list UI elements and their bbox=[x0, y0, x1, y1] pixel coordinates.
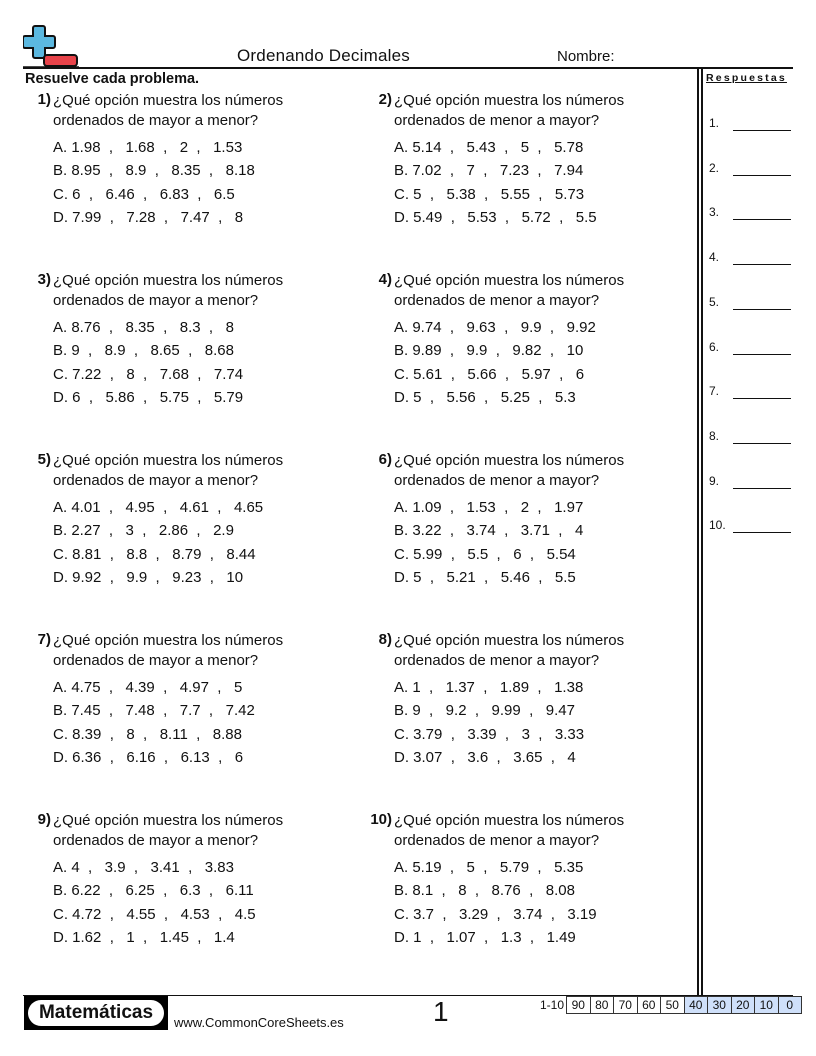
answer-options bbox=[53, 316, 243, 409]
option-d: D. 6 , 5.86 , 5.75 , 5.79 bbox=[53, 388, 244, 406]
answer-blank-8[interactable] bbox=[733, 443, 791, 444]
option-b: B. 9 , 8.9 , 8.65 , 8.68 bbox=[53, 342, 234, 360]
answer-blank-3[interactable] bbox=[733, 219, 791, 220]
option-c: C. 5.61 , 5.66 , 5.97 , 6 bbox=[394, 365, 585, 383]
answer-label-1: 1. bbox=[709, 116, 720, 130]
option-c: C. 8.39 , 8 , 8.11 , 8.88 bbox=[53, 725, 242, 743]
problem-number: 7) bbox=[37, 631, 51, 648]
problem-question: ¿Qué opción muestra los números ordenados de menor a mayor? bbox=[394, 452, 625, 489]
answer-options bbox=[394, 316, 596, 409]
problem-question: ¿Qué opción muestra los números ordenados de mayor a menor? bbox=[53, 92, 284, 129]
option-b: B. 8.1 , 8 , 8.76 , 8.08 bbox=[394, 882, 575, 900]
score-cell: 30 bbox=[708, 996, 732, 1014]
answer-label-6: 6. bbox=[709, 339, 720, 354]
answer-options bbox=[53, 676, 255, 769]
problem-number: 5) bbox=[37, 451, 51, 468]
problem-number: 9) bbox=[37, 811, 51, 828]
answer-options bbox=[53, 856, 256, 949]
option-d: D. 1 , 1.07 , 1.3 , 1.49 bbox=[394, 928, 576, 946]
answer-blank-7[interactable] bbox=[733, 398, 791, 399]
answer-options bbox=[394, 496, 583, 589]
answer-label-9: 9. bbox=[709, 473, 720, 488]
option-a: A. 5.14 , 5.43 , 5 , 5.78 bbox=[394, 139, 584, 156]
worksheet-title: Ordenando Decimales bbox=[237, 46, 410, 65]
option-b: B. 2.27 , 3 , 2.86 , 2.9 bbox=[53, 522, 234, 540]
page-number: 1 bbox=[433, 996, 449, 1027]
option-b: B. 9 , 9.2 , 9.99 , 9.47 bbox=[394, 702, 575, 720]
option-c: C. 3.7 , 3.29 , 3.74 , 3.19 bbox=[394, 905, 597, 923]
option-d: D. 7.99 , 7.28 , 7.47 , 8 bbox=[53, 208, 244, 226]
option-d: D. 9.92 , 9.9 , 9.23 , 10 bbox=[53, 568, 244, 586]
site-url: www.CommonCoreSheets.es bbox=[174, 1015, 344, 1030]
score-cell: 90 bbox=[566, 996, 591, 1014]
score-cell: 60 bbox=[638, 996, 662, 1014]
answer-blank-9[interactable] bbox=[733, 488, 791, 489]
answers-heading: Respuestas bbox=[706, 72, 787, 84]
minus-icon bbox=[44, 55, 77, 66]
answer-options bbox=[53, 496, 263, 589]
option-a: A. 4.75 , 4.39 , 4.97 , 5 bbox=[53, 679, 243, 696]
answer-blank-4[interactable] bbox=[733, 264, 791, 265]
option-d: D. 5 , 5.21 , 5.46 , 5.5 bbox=[394, 568, 576, 586]
score-cell: 0 bbox=[779, 996, 803, 1014]
problem-question: ¿Qué opción muestra los números ordenados de mayor a menor? bbox=[53, 812, 284, 849]
score-cell: 80 bbox=[591, 996, 615, 1014]
option-d: D. 5 , 5.56 , 5.25 , 5.3 bbox=[394, 388, 576, 406]
option-c: C. 4.72 , 4.55 , 4.53 , 4.5 bbox=[53, 905, 256, 923]
answer-label-3: 3. bbox=[709, 205, 720, 220]
answer-blank-6[interactable] bbox=[733, 354, 791, 355]
option-c: C. 8.81 , 8.8 , 8.79 , 8.44 bbox=[53, 545, 256, 563]
option-a: A. 9.74 , 9.63 , 9.9 , 9.92 bbox=[394, 319, 596, 336]
answer-label-10: 10. bbox=[709, 518, 726, 533]
problem-number: 4) bbox=[378, 271, 392, 288]
answer-label-7: 7. bbox=[709, 384, 720, 399]
option-b: B. 8.95 , 8.9 , 8.35 , 8.18 bbox=[53, 162, 255, 180]
option-c: C. 5 , 5.38 , 5.55 , 5.73 bbox=[394, 185, 585, 203]
problem-question: ¿Qué opción muestra los números ordenados de menor a mayor? bbox=[394, 812, 625, 849]
option-b: B. 7.45 , 7.48 , 7.7 , 7.42 bbox=[53, 702, 255, 720]
option-a: A. 4 , 3.9 , 3.41 , 3.83 bbox=[53, 859, 234, 876]
answer-blank-1[interactable] bbox=[733, 130, 791, 131]
option-c: C. 3.79 , 3.39 , 3 , 3.33 bbox=[394, 725, 585, 743]
problem-question: ¿Qué opción muestra los números ordenados de menor a mayor? bbox=[394, 272, 625, 309]
option-b: B. 7.02 , 7 , 7.23 , 7.94 bbox=[394, 162, 584, 180]
option-a: A. 8.76 , 8.35 , 8.3 , 8 bbox=[53, 319, 234, 336]
score-cell: 50 bbox=[661, 996, 685, 1014]
problem-number: 6) bbox=[378, 451, 392, 468]
answer-divider-right bbox=[701, 68, 703, 996]
brand-label: Matemáticas bbox=[28, 1000, 164, 1026]
option-a: A. 1.98 , 1.68 , 2 , 1.53 bbox=[53, 139, 243, 156]
problem-question: ¿Qué opción muestra los números ordenados de mayor a menor? bbox=[53, 452, 284, 489]
problem-question: ¿Qué opción muestra los números ordenados de mayor a menor? bbox=[53, 632, 284, 669]
answer-label-8: 8. bbox=[709, 428, 720, 443]
score-cell: 20 bbox=[732, 996, 756, 1014]
plus-minus-logo-icon bbox=[23, 24, 79, 68]
header-rule bbox=[23, 67, 793, 69]
option-d: D. 1.62 , 1 , 1.45 , 1.4 bbox=[53, 928, 235, 946]
option-d: D. 6.36 , 6.16 , 6.13 , 6 bbox=[53, 748, 244, 766]
option-b: B. 3.22 , 3.74 , 3.71 , 4 bbox=[394, 522, 584, 540]
option-c: C. 7.22 , 8 , 7.68 , 7.74 bbox=[53, 365, 244, 383]
problem-question: ¿Qué opción muestra los números ordenados de menor a mayor? bbox=[394, 92, 625, 129]
answer-options bbox=[394, 856, 597, 949]
answer-options bbox=[394, 676, 584, 769]
problem-number: 10) bbox=[370, 811, 392, 828]
score-cell: 70 bbox=[614, 996, 638, 1014]
option-a: A. 1 , 1.37 , 1.89 , 1.38 bbox=[394, 679, 584, 696]
option-b: B. 6.22 , 6.25 , 6.3 , 6.11 bbox=[53, 882, 254, 900]
answer-divider-left bbox=[697, 68, 699, 996]
answer-label-2: 2. bbox=[709, 160, 720, 175]
answer-options bbox=[53, 136, 255, 229]
problem-question: ¿Qué opción muestra los números ordenados de mayor a menor? bbox=[53, 272, 284, 309]
option-d: D. 5.49 , 5.53 , 5.72 , 5.5 bbox=[394, 208, 597, 226]
option-d: D. 3.07 , 3.6 , 3.65 , 4 bbox=[394, 748, 576, 766]
problem-number: 8) bbox=[378, 631, 392, 648]
option-a: A. 5.19 , 5 , 5.79 , 5.35 bbox=[394, 859, 584, 876]
score-cell: 40 bbox=[685, 996, 709, 1014]
problem-question: ¿Qué opción muestra los números ordenados de menor a mayor? bbox=[394, 632, 625, 669]
problem-number: 3) bbox=[37, 271, 51, 288]
answer-blank-5[interactable] bbox=[733, 309, 791, 310]
option-b: B. 9.89 , 9.9 , 9.82 , 10 bbox=[394, 342, 584, 360]
plus-icon bbox=[23, 26, 55, 58]
problem-number: 1) bbox=[37, 91, 51, 108]
option-a: A. 4.01 , 4.95 , 4.61 , 4.65 bbox=[53, 499, 264, 516]
score-range-label: 1-10 bbox=[539, 998, 564, 1012]
option-c: C. 6 , 6.46 , 6.83 , 6.5 bbox=[53, 185, 235, 203]
answer-options bbox=[394, 136, 597, 229]
option-c: C. 5.99 , 5.5 , 6 , 5.54 bbox=[394, 545, 576, 563]
answer-label-5: 5. bbox=[709, 294, 720, 309]
score-table bbox=[530, 996, 802, 1014]
score-cell: 10 bbox=[755, 996, 779, 1014]
name-label: Nombre: bbox=[557, 48, 615, 65]
answer-blank-10[interactable] bbox=[733, 532, 791, 533]
brand-badge bbox=[24, 996, 168, 1030]
option-a: A. 1.09 , 1.53 , 2 , 1.97 bbox=[394, 499, 584, 516]
answer-blank-2[interactable] bbox=[733, 175, 791, 176]
problem-number: 2) bbox=[378, 91, 392, 108]
instructions: Resuelve cada problema. bbox=[25, 71, 200, 87]
answer-label-4: 4. bbox=[709, 250, 720, 265]
